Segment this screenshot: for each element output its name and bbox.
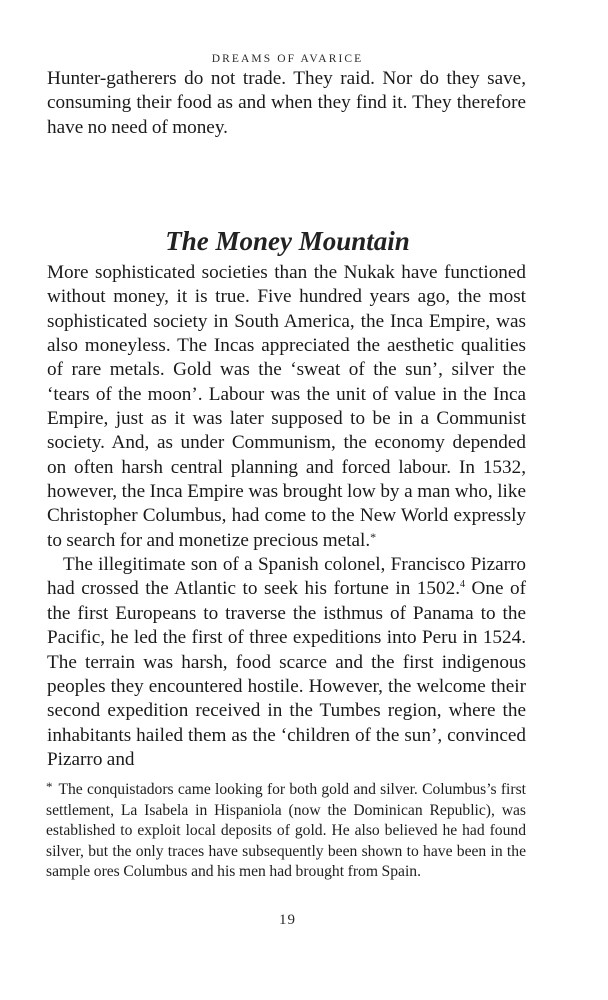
page-number: 19 (279, 912, 296, 928)
footnote-text: The conquistadors came looking for both gold and silver. Columbus’s first settlement, La Isabela in Hispaniola (now the Dominican Republic), was established to exploit local deposits of gold. He also believed he had found silver, but the only traces have subsequently been shown to have been in the sample ores Columbus and his men had brought from Spain. (46, 781, 526, 880)
body-paragraph-2 (47, 553, 526, 772)
endnote-reference[interactable]: 4 (460, 579, 466, 591)
section-heading: The Money Mountain (165, 226, 410, 257)
footnote (46, 780, 526, 883)
opening-paragraph: Hunter-gatherers do not trade. They raid. Nor do they save, consuming their food as and when they find it. They therefore have no need of money. (47, 68, 526, 138)
footnote-mark: * (46, 779, 53, 794)
footnote-marker[interactable]: * (370, 529, 377, 544)
paragraph-2-text-before-ref: The illegitimate son of a Spanish colonel, Francisco Pizarro had crossed the Atlantic to seek his fortune in 1502. (47, 554, 526, 600)
paragraph-2-text-after-ref: One of the first Europeans to traverse the isthmus of Panama to the Pacific, he led the first of three expeditions into Peru in 1524. The terrain was harsh, food scarce and the first indigenous peoples they encountered hostile. However, the welcome their second expedition received in the Tumbes region, where the inhabitants hailed them as the ‘children of the sun’, convinced Pizarro and (47, 578, 527, 770)
opening-text-block (47, 67, 526, 140)
paragraph-1-text: More sophisticated societies than the Nukak have functioned without money, it is true. Five hundred years ago, the most sophisticated society in South America, the Inca Empire, was also moneyless. The Incas appreciated the aesthetic qualities of rare metals. Gold was the ‘sweat of the sun’, silver the ‘tears of the moon’. Labour was the unit of value in the Inca Empire, just as it was later supposed to be in a Communist society. And, as under Communism, the economy depended on often harsh central planning and forced labour. In 1532, however, the Inca Empire was brought low by a man who, like Christopher Columbus, had come to the New World expressly to search for and monetize precious metal. (47, 262, 526, 551)
running-head: DREAMS OF AVARICE (211, 53, 364, 65)
body-paragraph-1 (47, 261, 526, 553)
section-body (47, 261, 526, 772)
